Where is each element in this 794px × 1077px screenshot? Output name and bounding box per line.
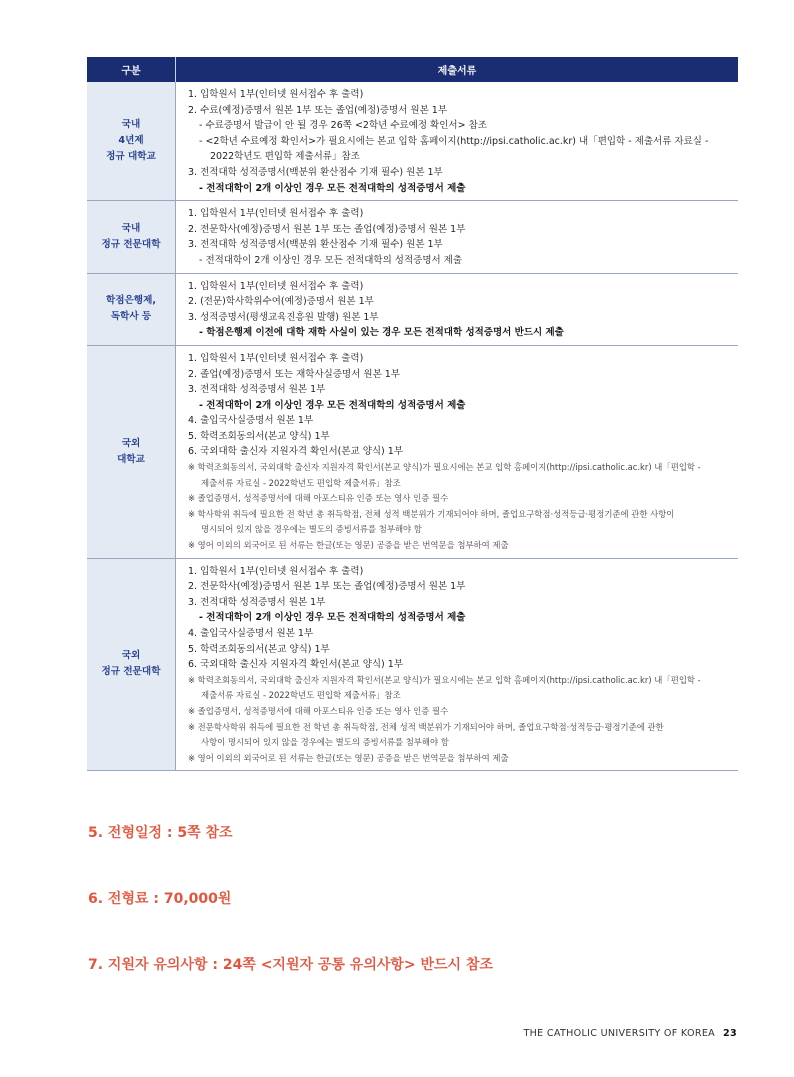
document-line: 1. 입학원서 1부(인터넷 원서접수 후 출력) [188, 565, 364, 577]
document-note: ※ 학력조회동의서, 국외대학 출신자 지원자격 확인서(본교 양식)가 필요시에는 본교 입학 홈페이지(http://ipsi.catholic.ac.kr) 내「편입학 - [188, 462, 701, 473]
document-line: 1. 입학원서 1부(인터넷 원서접수 후 출력) [188, 352, 364, 364]
section-fee: 6. 전형료 : 70,000원 [88, 891, 232, 907]
document-note: ※ 전문학사학위 취득에 필요한 전 학년 총 취득학점, 전체 성적 백분위가 기재되어야 하며, 졸업요구학점·성적등급·평정기준에 관한 [188, 721, 664, 732]
document-line: 3. 전적대학 성적증명서 원본 1부 [188, 384, 326, 396]
document-line: 3. 전적대학 성적증명서(백분위 환산점수 기재 필수) 원본 1부 [188, 166, 443, 178]
document-line: 1. 입학원서 1부(인터넷 원서접수 후 출력) [188, 208, 364, 220]
document-note: ※ 학력조회동의서, 국외대학 출신자 지원자격 확인서(본교 양식)가 필요시에는 본교 입학 홈페이지(http://ipsi.catholic.ac.kr) 내「편입학 - [188, 674, 701, 685]
category-line: 정규 전문대학 [101, 238, 161, 250]
section-notice: 7. 지원자 유의사항 : 24쪽 <지원자 공통 유의사항> 반드시 참조 [88, 957, 493, 973]
category-line: 국내 [121, 222, 141, 234]
row-documents [176, 273, 739, 345]
row-category [87, 558, 176, 771]
document-line: 4. 출입국사실증명서 원본 1부 [188, 628, 314, 639]
document-note: 제출서류 자료실 - 2022학년도 편입학 제출서류」참조 [201, 690, 401, 701]
document-note: ※ 졸업증명서, 성적증명서에 대해 아포스티유 인증 또는 영사 인증 필수 [188, 705, 449, 716]
document-line: 3. 전적대학 성적증명서 원본 1부 [188, 596, 326, 608]
category-line: 정규 대학교 [106, 151, 156, 163]
footer-university: THE CATHOLIC UNIVERSITY OF KOREA [523, 1028, 716, 1039]
table-row [87, 345, 738, 558]
row-documents [176, 345, 739, 558]
document-line: - 전적대학이 2개 이상인 경우 모든 전적대학의 성적증명서 제출 [199, 612, 466, 624]
row-category [87, 82, 176, 201]
document-line: 1. 입학원서 1부(인터넷 원서접수 후 출력) [188, 89, 364, 100]
document-line: 2. 졸업(예정)증명서 또는 재학사실증명서 원본 1부 [188, 368, 400, 380]
document-line: 1. 입학원서 1부(인터넷 원서접수 후 출력) [188, 280, 364, 292]
document-note: 사항이 명시되어 있지 않을 경우에는 별도의 증빙서류를 첨부해야 함 [201, 737, 449, 748]
row-documents [176, 82, 739, 201]
category-line: 국외 [121, 650, 141, 662]
document-line: 3. 성적증명서(평생교육진흥원 발행) 원본 1부 [188, 311, 379, 323]
document-line: - <2학년 수료예정 확인서>가 필요시에는 본교 입학 홈페이지(http://ipsi.catholic.ac.kr) 내「편입학 - 제출서류 자료실 - [199, 135, 709, 147]
category-line: 학점은행제, [106, 295, 156, 307]
document-line: 2. 전문학사(예정)증명서 원본 1부 또는 졸업(예정)증명서 원본 1부 [188, 223, 466, 235]
document-note: 명시되어 있지 않을 경우에는 별도의 증빙서류를 첨부해야 함 [201, 524, 422, 535]
page-footer [523, 1028, 737, 1039]
table-row [87, 201, 738, 273]
table-body [87, 82, 738, 771]
row-category [87, 201, 176, 273]
table-row [87, 82, 738, 201]
category-line: 4년제 [118, 135, 144, 147]
documents-table [87, 57, 738, 771]
row-documents [176, 201, 739, 273]
document-note: 제출서류 자료실 - 2022학년도 편입학 제출서류」참조 [201, 477, 401, 488]
row-category [87, 345, 176, 558]
row-documents [176, 558, 739, 771]
document-line: 2. 수료(예정)증명서 원본 1부 또는 졸업(예정)증명서 원본 1부 [188, 104, 448, 116]
category-line: 국내 [121, 119, 141, 131]
document-line: - 전적대학이 2개 이상인 경우 모든 전적대학의 성적증명서 제출 [199, 182, 466, 194]
page-number: 23 [723, 1028, 737, 1039]
document-note: ※ 졸업증명서, 성적증명서에 대해 아포스티유 인증 또는 영사 인증 필수 [188, 493, 449, 504]
category-line: 대학교 [117, 453, 145, 465]
header-documents: 제출서류 [176, 57, 739, 82]
document-line: 3. 전적대학 성적증명서(백분위 환산점수 기재 필수) 원본 1부 [188, 239, 443, 251]
document-line: - 전적대학이 2개 이상인 경우 모든 전적대학의 성적증명서 제출 [199, 399, 466, 411]
document-line: 5. 학력조회동의서(본교 양식) 1부 [188, 643, 330, 655]
document-line: 5. 학력조회동의서(본교 양식) 1부 [188, 430, 330, 442]
table-header-row [87, 57, 738, 82]
document-line: 6. 국외대학 출신자 지원자격 확인서(본교 양식) 1부 [188, 446, 404, 458]
row-category [87, 273, 176, 345]
document-line: 2022학년도 편입학 제출서류」참조 [210, 151, 360, 163]
document-line: - 전적대학이 2개 이상인 경우 모든 전적대학의 성적증명서 제출 [199, 254, 463, 266]
category-line: 독학사 등 [110, 311, 152, 323]
table-row [87, 558, 738, 771]
header-category: 구분 [87, 57, 176, 82]
table-row [87, 273, 738, 345]
document-note: ※ 영어 이외의 외국어로 된 서류는 한글(또는 영문) 공증을 받은 번역문을 첨부하여 제출 [188, 752, 509, 763]
document-note: ※ 영어 이외의 외국어로 된 서류는 한글(또는 영문) 공증을 받은 번역문을 첨부하여 제출 [188, 540, 509, 551]
section-schedule: 5. 전형일정 : 5쪽 참조 [88, 825, 233, 841]
category-line: 정규 전문대학 [101, 666, 161, 678]
document-line: 2. (전문)학사학위수여(예정)증명서 원본 1부 [188, 296, 374, 308]
document-note: ※ 학사학위 취득에 필요한 전 학년 총 취득학점, 전체 성적 백분위가 기재되어야 하며, 졸업요구학점·성적등급·평정기준에 관한 사항이 [188, 508, 675, 519]
document-line: 2. 전문학사(예정)증명서 원본 1부 또는 졸업(예정)증명서 원본 1부 [188, 581, 466, 593]
document-line: - 수료증명서 발급이 안 될 경우 26쪽 <2학년 수료예정 확인서> 참조 [199, 120, 487, 132]
document-line: - 학점은행제 이전에 대학 재학 사실이 있는 경우 모든 전적대학 성적증명서 반드시 제출 [199, 327, 564, 339]
category-line: 국외 [121, 437, 141, 449]
document-line: 4. 출입국사실증명서 원본 1부 [188, 415, 314, 427]
document-line: 6. 국외대학 출신자 지원자격 확인서(본교 양식) 1부 [188, 659, 404, 671]
